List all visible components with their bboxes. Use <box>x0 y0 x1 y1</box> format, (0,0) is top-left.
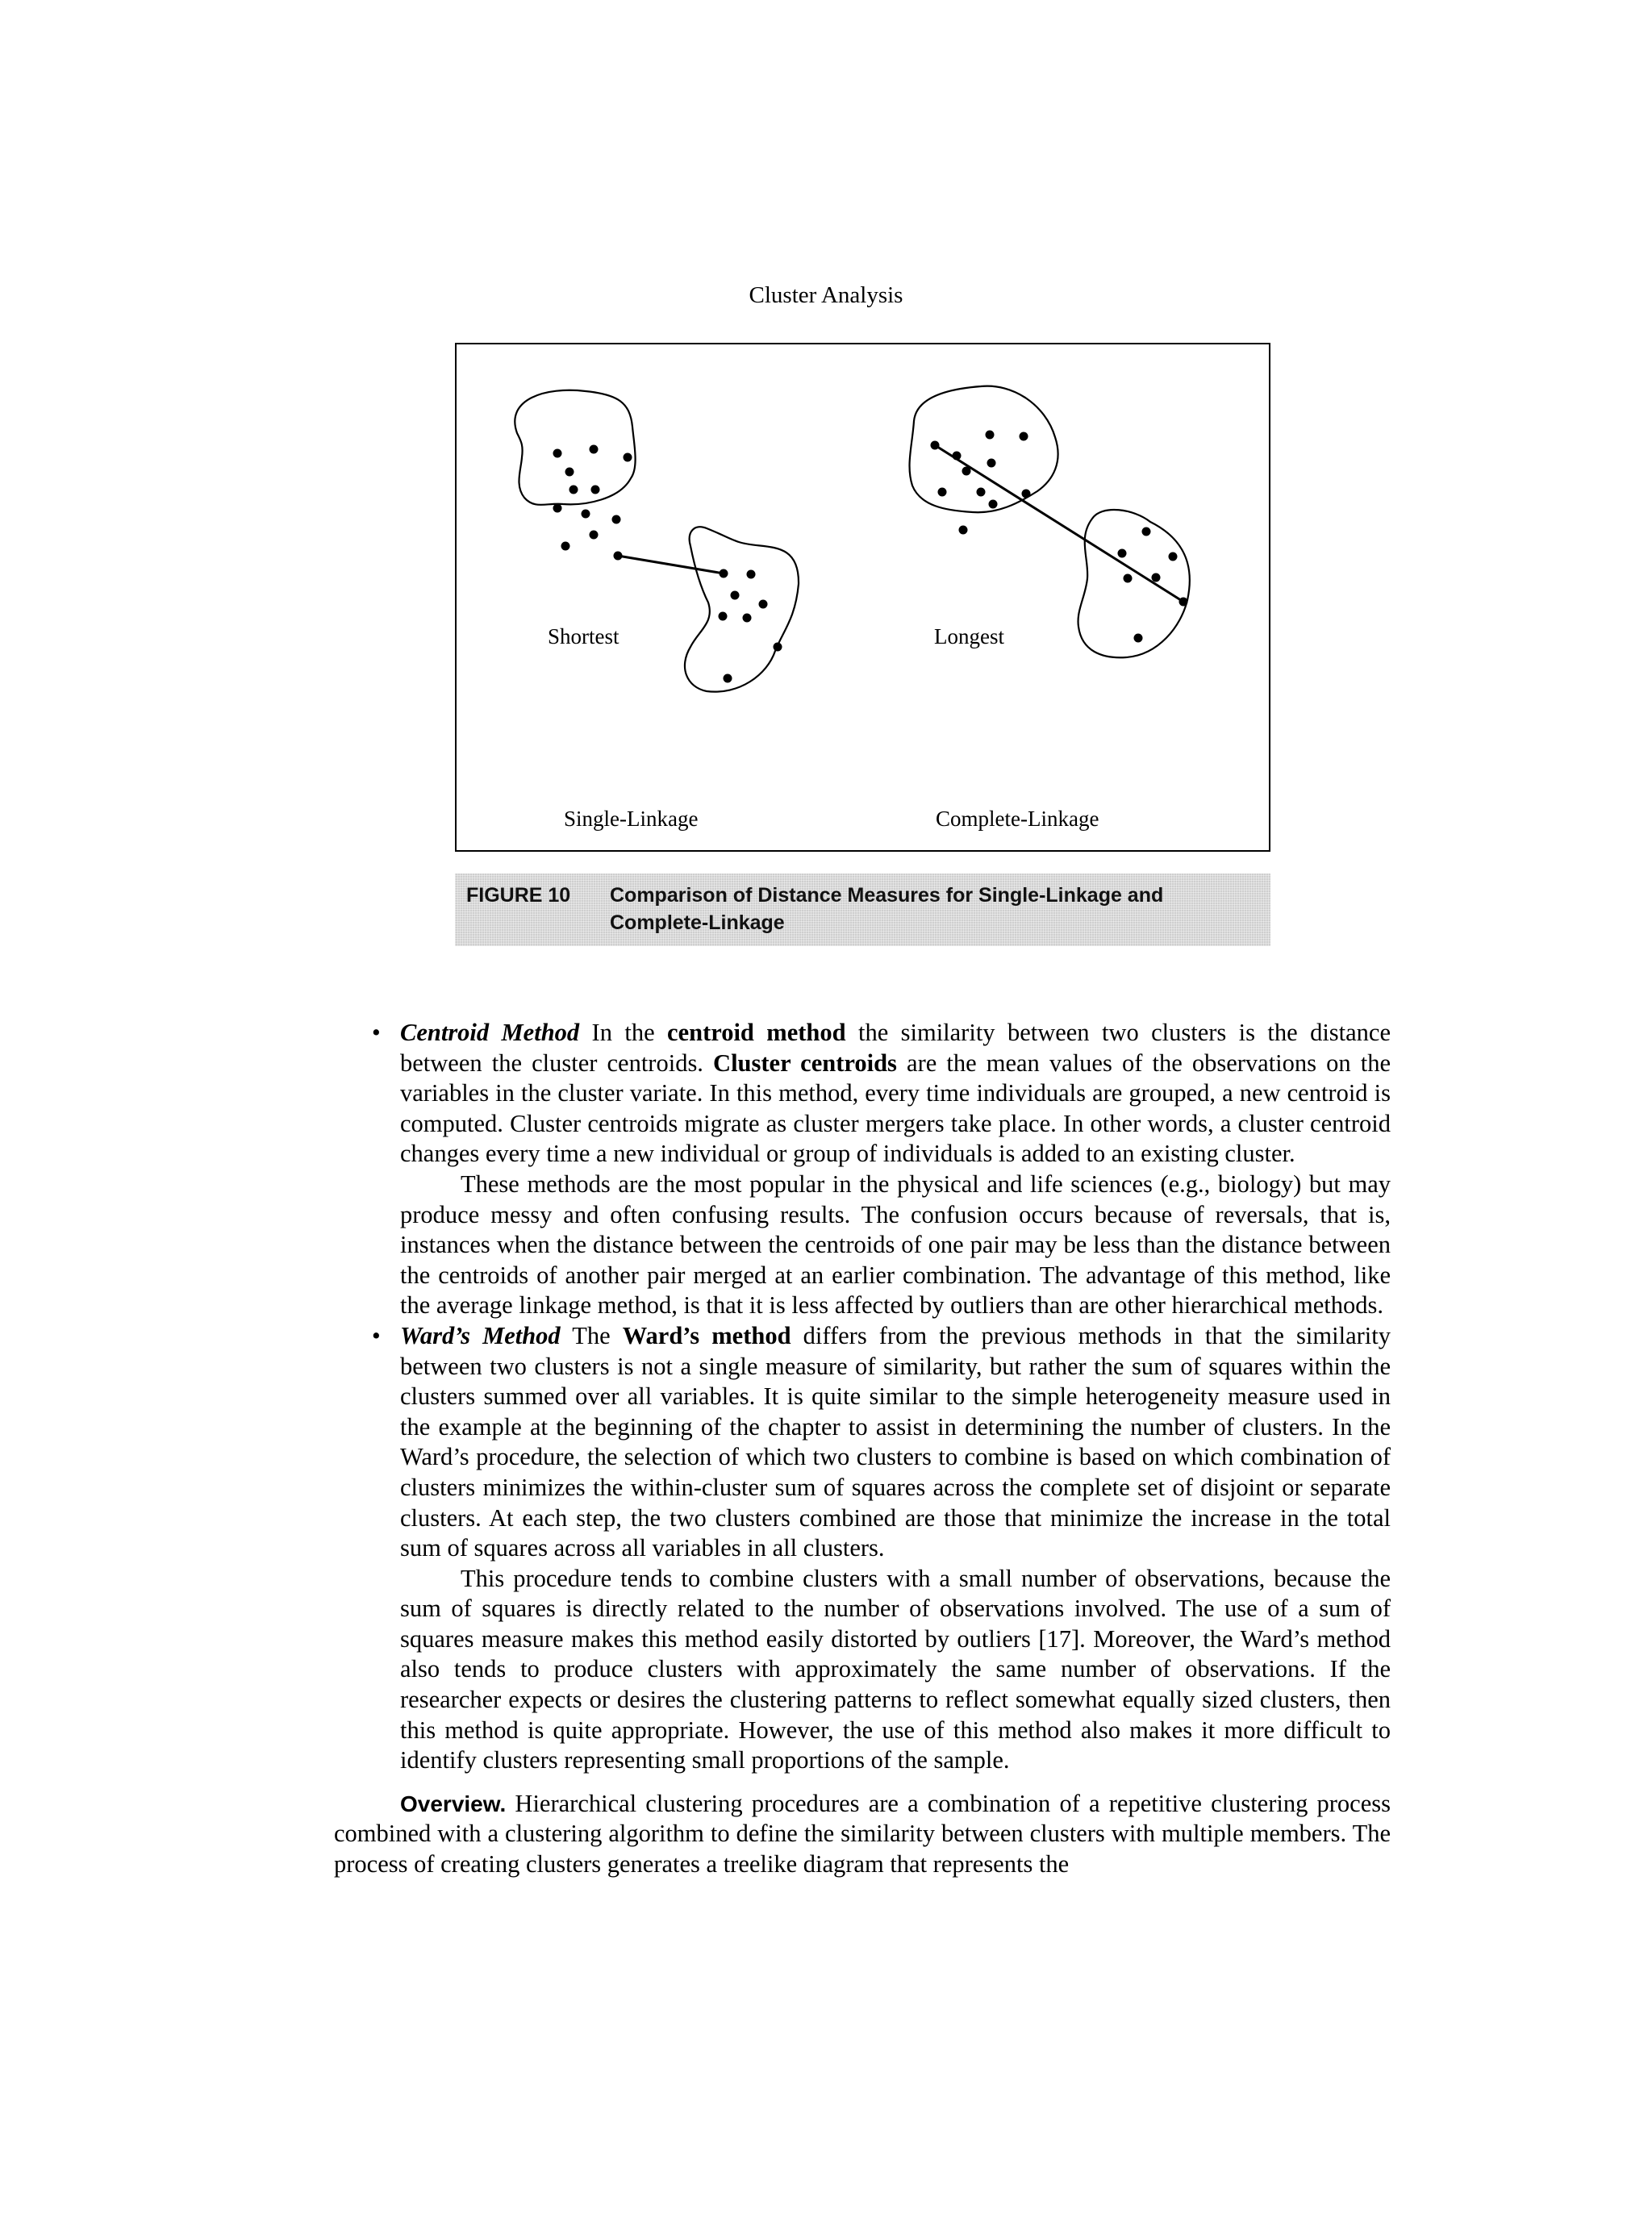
label-longest: Longest <box>934 624 1004 648</box>
single-cluster-b-outline <box>685 527 799 691</box>
body-text <box>334 1018 1391 1880</box>
text-run: In the <box>579 1019 668 1046</box>
linkage-diagram <box>457 344 1272 853</box>
overview-heading: Overview. <box>400 1791 507 1816</box>
text-run: Hierarchical clustering procedures are a combination of a repetitive clustering process combined with a clustering algorithm to define the similarity between clusters with multiple members. The process of creating clusters generates a treelike diagram that represents the <box>334 1789 1391 1878</box>
shortest-distance-line <box>618 556 724 573</box>
figure-10 <box>455 343 1270 852</box>
complete-cluster-d-outline <box>1078 510 1190 657</box>
centroid-paragraph-1 <box>400 1018 1391 1170</box>
longest-distance-line <box>935 445 1183 602</box>
data-points <box>553 431 1188 683</box>
centroid-method-item <box>334 1018 1391 1321</box>
running-head: Cluster Analysis <box>749 282 903 308</box>
bullet-icon: • <box>372 1321 381 1349</box>
overview-paragraph <box>334 1789 1391 1880</box>
text-run: the similarity between two clusters is the distance between the cluster centroids. <box>400 1019 1391 1077</box>
text-run: are the mean values of the observations on the variables in the cluster variate. In this method, every time individuals are grouped, a new centroid is computed. Cluster centroids migrate as cluster mergers take place. In other words, a cluster centroid changes every time a new individual or group of individuals is added to an existing cluster. <box>400 1049 1391 1168</box>
ward-paragraph-2: This procedure tends to combine clusters with a small number of observations, because the sum of squares is directly related to the number of observations involved. The use of a sum of squares measure makes this method easily distorted by outliers [17]. Moreover, the Ward’s method also tends to produce clusters with approximately the same number of observations. If the researcher expects or desires the clustering patterns to reflect somewhat equally sized clusters, then this method is quite appropriate. However, the use of this method also makes it more difficult to identify clusters representing small proportions of the sample. <box>400 1564 1391 1774</box>
ward-term: Ward’s Method <box>400 1321 561 1349</box>
bold-term: centroid method <box>667 1019 846 1046</box>
figure-number: FIGURE 10 <box>466 884 571 907</box>
figure-title: Comparison of Distance Measures for Single-Linkage and Complete-Linkage <box>610 884 1164 934</box>
centroid-paragraph-2: These methods are the most popular in the physical and life sciences (e.g., biology) but may produce messy and often confusing results. The confusion occurs because of reversals, that is, instances when the distance between the centroids of one pair may be less than the distance between the centroids of another pair merged at an earlier combination. The advantage of this method, like the average linkage method, is that it is less affected by outliers than are other hierarchical methods. <box>400 1170 1391 1320</box>
label-single-linkage: Single-Linkage <box>564 807 699 831</box>
figure-caption <box>455 874 1270 946</box>
bold-term: Cluster centroids <box>713 1049 897 1077</box>
text-run: The <box>560 1321 623 1349</box>
text-run: differs from the previous methods in that the similarity between two clusters is not a single measure of similarity, but rather the sum of squares within the clusters summed over all variables. It is quite similar to the simple heterogeneity measure used in the example at the beginning of the chapter to assist in determining the number of clusters. In the Ward’s procedure, the selection of which two clusters to combine is based on which combination of clusters minimizes the within-cluster sum of squares across the complete set of disjoint or separate clusters. At each step, the two clusters combined are those that minimize the increase in the total sum of squares across all variables in all clusters. <box>400 1321 1391 1562</box>
label-shortest: Shortest <box>548 624 620 648</box>
ward-paragraph-1 <box>400 1321 1391 1564</box>
label-complete-linkage: Complete-Linkage <box>936 807 1099 831</box>
bold-term: Ward’s method <box>622 1321 791 1349</box>
wards-method-item <box>334 1321 1391 1776</box>
centroid-term: Centroid Method <box>400 1019 580 1046</box>
bullet-icon: • <box>372 1019 381 1046</box>
